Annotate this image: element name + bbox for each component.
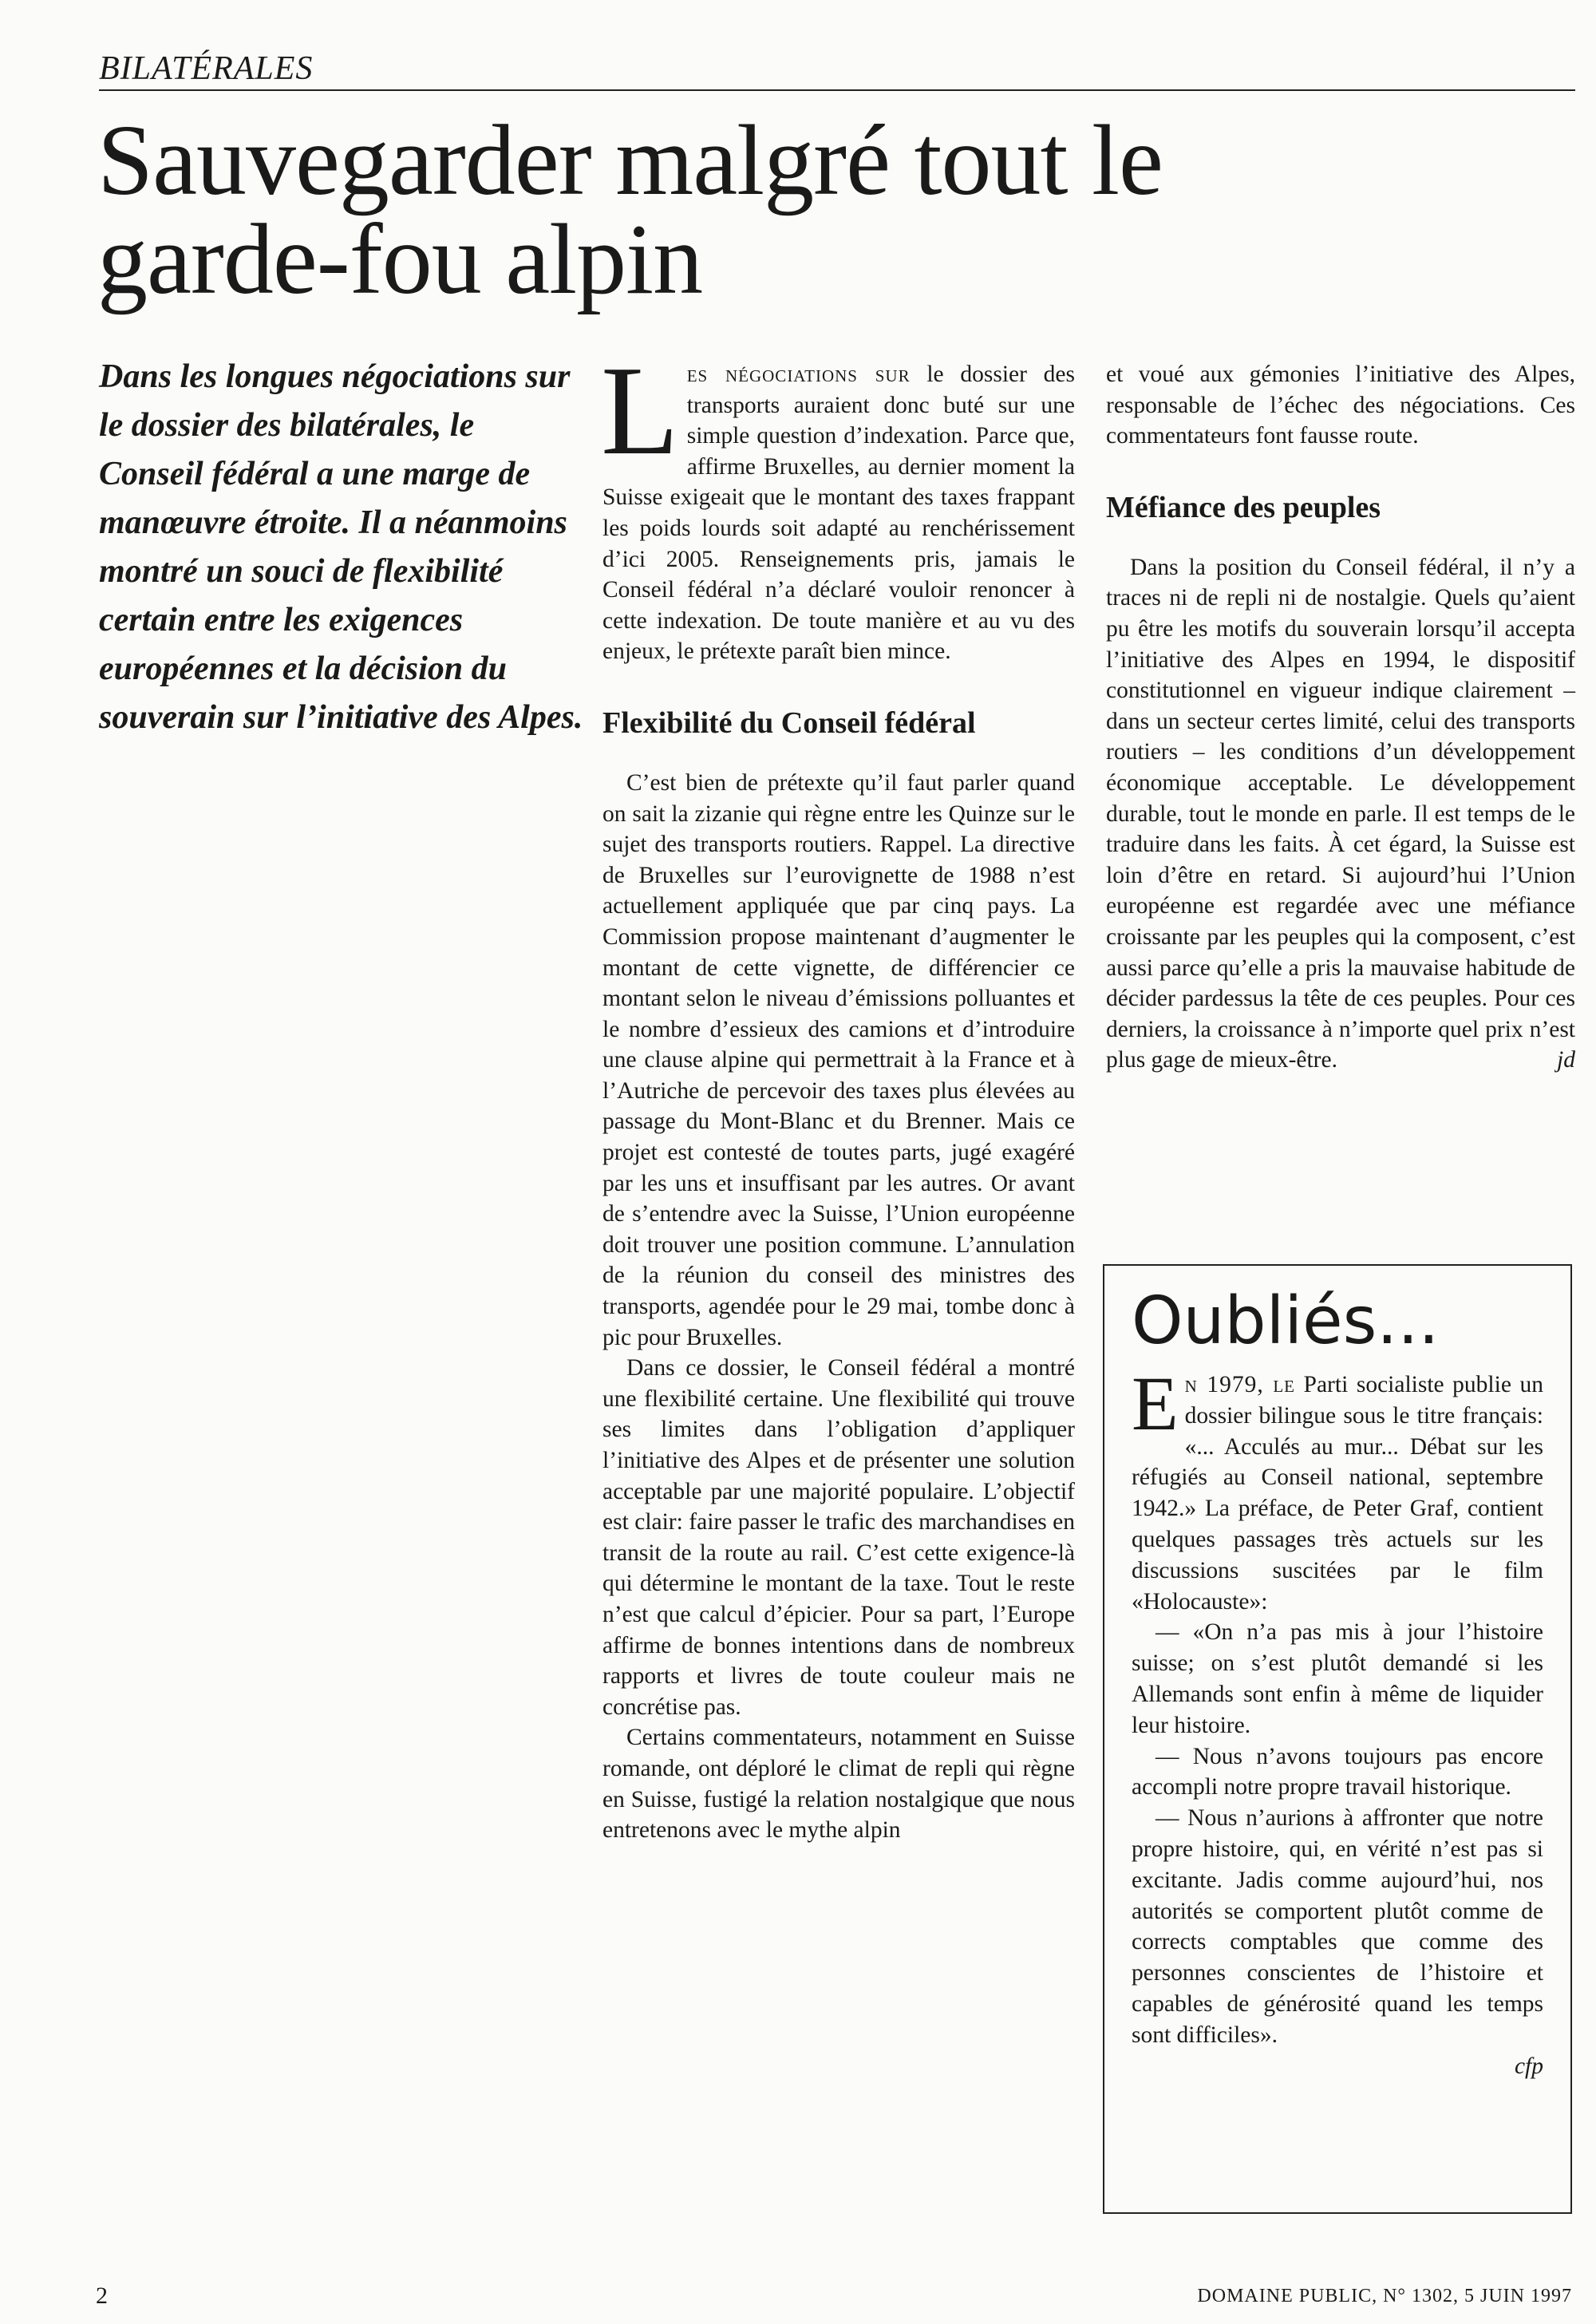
- box-quote-3: — Nous n’aurions à affronter que notre propre histoire, qui, en vérité n’est pas si excitante. Jadis comme aujourd’hui, nos autorités se comportent plutôt comme de corrects comptables que comme des personnes conscientes de l’histoire et capables de générosité quand les temps sont difficiles».: [1132, 1805, 1543, 2048]
- box-signature: cfp: [1514, 2053, 1543, 2079]
- box-opening-smallcaps: n 1979, le: [1184, 1372, 1295, 1397]
- paragraph-5-text: Dans la position du Conseil fédéral, il n’y a traces ni de repli ni de nostalgie. Quels qu’aient pu être les motifs du souverain lorsqu’il accepta l’initiative des Alpes en 1994, le dispositif constitutionnel en vigueur indique clairement – dans un secteur certes limité, celui des transports routiers – les conditions d’un développement économique acceptable. Le développement durable, tout le monde en parle. Il est temps de le traduire dans les faits. À cet égard, la Suisse est loin d’être en retard. Si aujourd’hui l’Union européenne est regardée avec une méfiance croissante par les peuples qui la composent, c’est aussi parce qu’elle a pris la mauvaise habitude de décider pardessus la tête de ces peuples. Pour ces derniers, la croissance à n’importe quel prix n’est plus gage de mieux-être.: [1106, 554, 1575, 1073]
- lead-paragraph: Dans les longues négociations sur le dossier des bilatérales, le Conseil fédéral a une marge de manœuvre étroite. Il a néanmoins montré un souci de flexibilité certain entre les exigences européennes et la décision du souverain sur l’initiative des Alpes.: [99, 358, 583, 736]
- drop-cap: L: [601, 339, 679, 481]
- paragraph-5: [1106, 552, 1575, 1076]
- headline: Sauvegarder malgré tout le garde-fou alpin: [97, 105, 1163, 315]
- box-quote-2: — Nous n’avons toujours pas encore accompli notre propre travail historique.: [1132, 1743, 1543, 1800]
- box-drop-cap: E: [1132, 1361, 1179, 1446]
- opening-paragraph: [601, 339, 1075, 667]
- box-title: Oubliés...: [1132, 1283, 1440, 1359]
- subhead-mefiance: Méfiance des peuples: [1106, 490, 1381, 524]
- page-number: 2: [96, 2282, 108, 2309]
- opening-text: le dossier des transports auraient donc buté sur une simple question d’indexation. Parce que, affirme Bruxelles, au dernier moment la Suisse exigeait que le montant des taxes frappant les poids lourds soit adapté au renchérissement d’ici 2005. Renseignements pris, jamais le Conseil fédéral n’a déclaré vouloir renoncer à cette indexation. De toute manière et au vu des enjeux, le prétexte paraît bien mince.: [602, 362, 1075, 665]
- paragraph-3: Dans ce dossier, le Conseil fédéral a montré une flexibilité certaine. Une flexibilité qui trouve ses limites dans l’obligation d’appliquer l’initiative des Alpes et de présenter une solution acceptable par une majorité populaire. L’objectif est clair: faire passer le trafic des marchandises en transit de la route au rail. C’est cette exigence-là qui détermine le montant de la taxe. Tout le reste n’est que calcul d’épicier. Pour sa part, l’Europe affirme de bonnes intentions dans de nombreux rapports et livres de toute couleur mais ne concrétise pas.: [602, 1355, 1075, 1720]
- article-signature: jd: [1557, 1047, 1575, 1073]
- sidebar-box-oublies: [1103, 1264, 1572, 2214]
- article-column-1: [601, 339, 1075, 1846]
- box-quote-1: — «On n’a pas mis à jour l’histoire suisse; on s’est plutôt demandé si les Allemands sont enfin à même de liquider leur histoire.: [1132, 1619, 1543, 1738]
- publication-info: DOMAINE PUBLIC, N° 1302, 5 JUIN 1997: [1197, 2286, 1572, 2306]
- box-opening-text: Parti socialiste publie un dossier bilingue sous le titre français: «... Acculés au mur... Débat sur les réfugiés au Conseil national, septembre 1942.» La préface, de Peter Graf, contient quelques passages très actuels sur les discussions suscitées par le film «Holocauste»:: [1132, 1372, 1543, 1615]
- top-rule: [99, 89, 1575, 91]
- paragraph-4: Certains commentateurs, notamment en Suisse romande, ont déploré le climat de repli qui règne en Suisse, fustigé la relation nostalgique que nous entretenons avec le mythe alpin: [602, 1725, 1075, 1844]
- article-column-2: [1106, 359, 1575, 1076]
- box-opening-paragraph: [1132, 1361, 1543, 1617]
- subhead-flexibilite: Flexibilité du Conseil fédéral: [602, 706, 976, 740]
- paragraph-2: C’est bien de prétexte qu’il faut parler quand on sait la zizanie qui règne entre les Quinze sur le sujet des transports routiers. Rappel. La directive de Bruxelles sur l’eurovignette de 1988 n’est actuellement appliquée que par cinq pays. La Commission propose maintenant d’augmenter le montant de cette vignette, de différencier ce montant selon le niveau d’émissions polluantes et le nombre d’essieux des camions et d’introduire une clause alpine qui permettrait à la France et à l’Autriche de percevoir des taxes plus élevées au passage du Mont-Blanc et du Brenner. Mais ce projet est contesté de toutes parts, jugé exagéré par les uns et insuffisant par les autres. Or avant de s’entendre avec la Suisse, l’Union européenne doit trouver une position commune. L’annulation de la réunion du conseil des ministres des transports, agendée pour le 29 mai, tombe donc à pic pour Bruxelles.: [602, 769, 1075, 1350]
- opening-smallcaps: es négociations sur: [686, 362, 911, 387]
- rubric: BILATÉRALES: [99, 50, 314, 87]
- paragraph-4-continued: et voué aux gémonies l’initiative des Alpes, responsable de l’échec des négociations. Ces commentateurs font fausse route.: [1106, 362, 1575, 449]
